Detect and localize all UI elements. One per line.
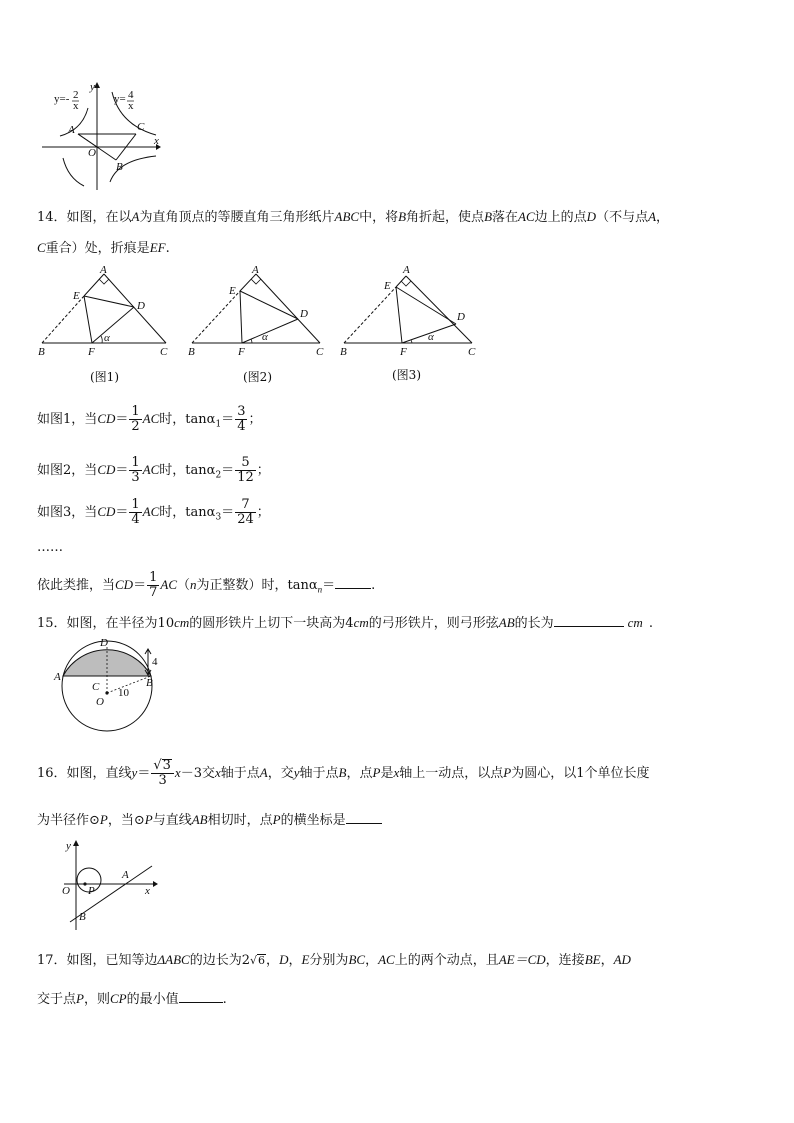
fig2-label-alpha: α — [262, 331, 268, 343]
q17-line-1: 17．如图，已知等边ΔABC的边长为2√6，D，E分别为BC，AC上的两个动点，且AE＝CD，连接BE，AD — [37, 952, 631, 968]
q16-label-p: P — [88, 885, 95, 897]
fig2-label-f: F — [238, 346, 245, 357]
q15-text: 15．如图，在半径为10cm的圆形铁片上切下一块高为4cm的弓形铁片，则弓形弦AB的长为 cm . — [37, 612, 653, 634]
q15-figure — [52, 634, 172, 736]
q14-answer-blank[interactable] — [335, 574, 371, 589]
q15-answer-blank[interactable] — [554, 612, 624, 627]
q13-figure — [38, 80, 163, 195]
fig1-label-e: E — [73, 290, 80, 302]
q16-line-2: 为半径作⊙P，当⊙P与直线AB相切时，点P的横坐标是 — [37, 809, 382, 831]
fig3-label-b: B — [340, 346, 347, 357]
fig3-label-alpha: α — [428, 331, 434, 343]
q13-point-b: B — [116, 161, 123, 173]
fig3-label-e: E — [384, 280, 391, 292]
fig1-label-d: D — [137, 300, 145, 312]
q16-figure — [58, 838, 162, 934]
fig2-label-e: E — [229, 285, 236, 297]
q13-left-num: 2 — [73, 89, 79, 101]
fig1-label-f: F — [88, 346, 95, 357]
fig2-label-d: D — [300, 308, 308, 320]
fig3-label-d: D — [457, 311, 465, 323]
fig1-label-b: B — [38, 346, 45, 357]
q16-answer-blank[interactable] — [346, 809, 382, 824]
q14-case-3: 如图3，当CD＝ $\frac{1}{4}$ AC时，tanα$_3$＝ $\frac{7}{24}$ ； — [37, 497, 270, 527]
fig2-label-a: A — [252, 264, 259, 276]
q16-line-1: 16．如图，直线y＝ $\frac{√3}{3}$ x－3交x轴于点A，交y轴于点B，点P是x轴上一动点，以点P为圆心，以1个单位长度 — [37, 758, 650, 788]
q14-caption-2: (图2) — [243, 370, 272, 384]
q15-label-d: D — [100, 637, 108, 649]
q15-label-o: O — [96, 696, 104, 708]
q13-point-a: A — [68, 124, 75, 136]
fig2-label-c: C — [316, 346, 324, 357]
q13-axis-x: x — [154, 135, 159, 147]
fig3-label-c: C — [468, 346, 476, 357]
q14-case-2: 如图2，当CD＝ $\frac{1}{3}$ AC时，tanα$_2$＝ $\frac{5}{12}$ ； — [37, 455, 270, 485]
q14-case-1: 如图1，当CD＝ $\frac{1}{2}$ AC时，tanα$_1$＝ $\frac{3}{4}$ ； — [37, 404, 262, 434]
q17-line-2: 交于点P，则CP的最小值 . — [37, 988, 227, 1010]
q14-figure-2 — [186, 263, 328, 357]
q14-caption-3: (图3) — [392, 368, 421, 382]
q15-label-a: A — [54, 671, 61, 683]
q16-label-x: x — [145, 885, 150, 897]
q13-axis-y: y — [90, 81, 95, 93]
q14-final: 依此类推，当CD＝ $\frac{1}{7}$ AC（n为正整数）时，tanα$_n$＝ . — [37, 570, 376, 600]
fig3-label-a: A — [403, 264, 410, 276]
fig2-label-b: B — [188, 346, 195, 357]
q14-caption-1: (图1) — [90, 370, 119, 384]
q14-ellipsis: …… — [37, 540, 63, 555]
q13-left-eq: y=- — [54, 93, 70, 105]
q17-answer-blank[interactable] — [179, 988, 223, 1003]
q13-left-den: x — [73, 100, 79, 112]
q14-figure-1 — [36, 265, 176, 357]
fig1-label-c: C — [160, 346, 168, 357]
q15-label-c: C — [92, 681, 100, 693]
q16-label-y: y — [66, 840, 71, 852]
fig1-label-alpha: α — [104, 332, 110, 344]
fig3-label-f: F — [400, 346, 407, 357]
q14-line-1: 14．如图，在以A为直角顶点的等腰直角三角形纸片ABC中，将B角折起，使点B落在AC边上的点D（不与点A， — [37, 209, 670, 225]
q16-label-o: O — [62, 885, 70, 897]
q14-line-2: C重合）处，折痕是EF. — [37, 240, 170, 256]
q13-right-den: x — [128, 100, 134, 112]
q16-label-b: B — [79, 911, 86, 923]
q15-label-r: 10 — [118, 687, 129, 699]
q16-label-a: A — [122, 869, 129, 881]
q13-right-eq: y= — [114, 93, 126, 105]
q13-point-c: C — [137, 121, 145, 133]
q15-label-h: 4 — [152, 656, 158, 668]
fig1-label-a: A — [100, 265, 107, 276]
q15-label-b: B — [146, 677, 153, 689]
q14-figure-3 — [338, 262, 480, 357]
q13-right-num: 4 — [128, 89, 134, 101]
q13-point-o: O — [88, 147, 96, 159]
